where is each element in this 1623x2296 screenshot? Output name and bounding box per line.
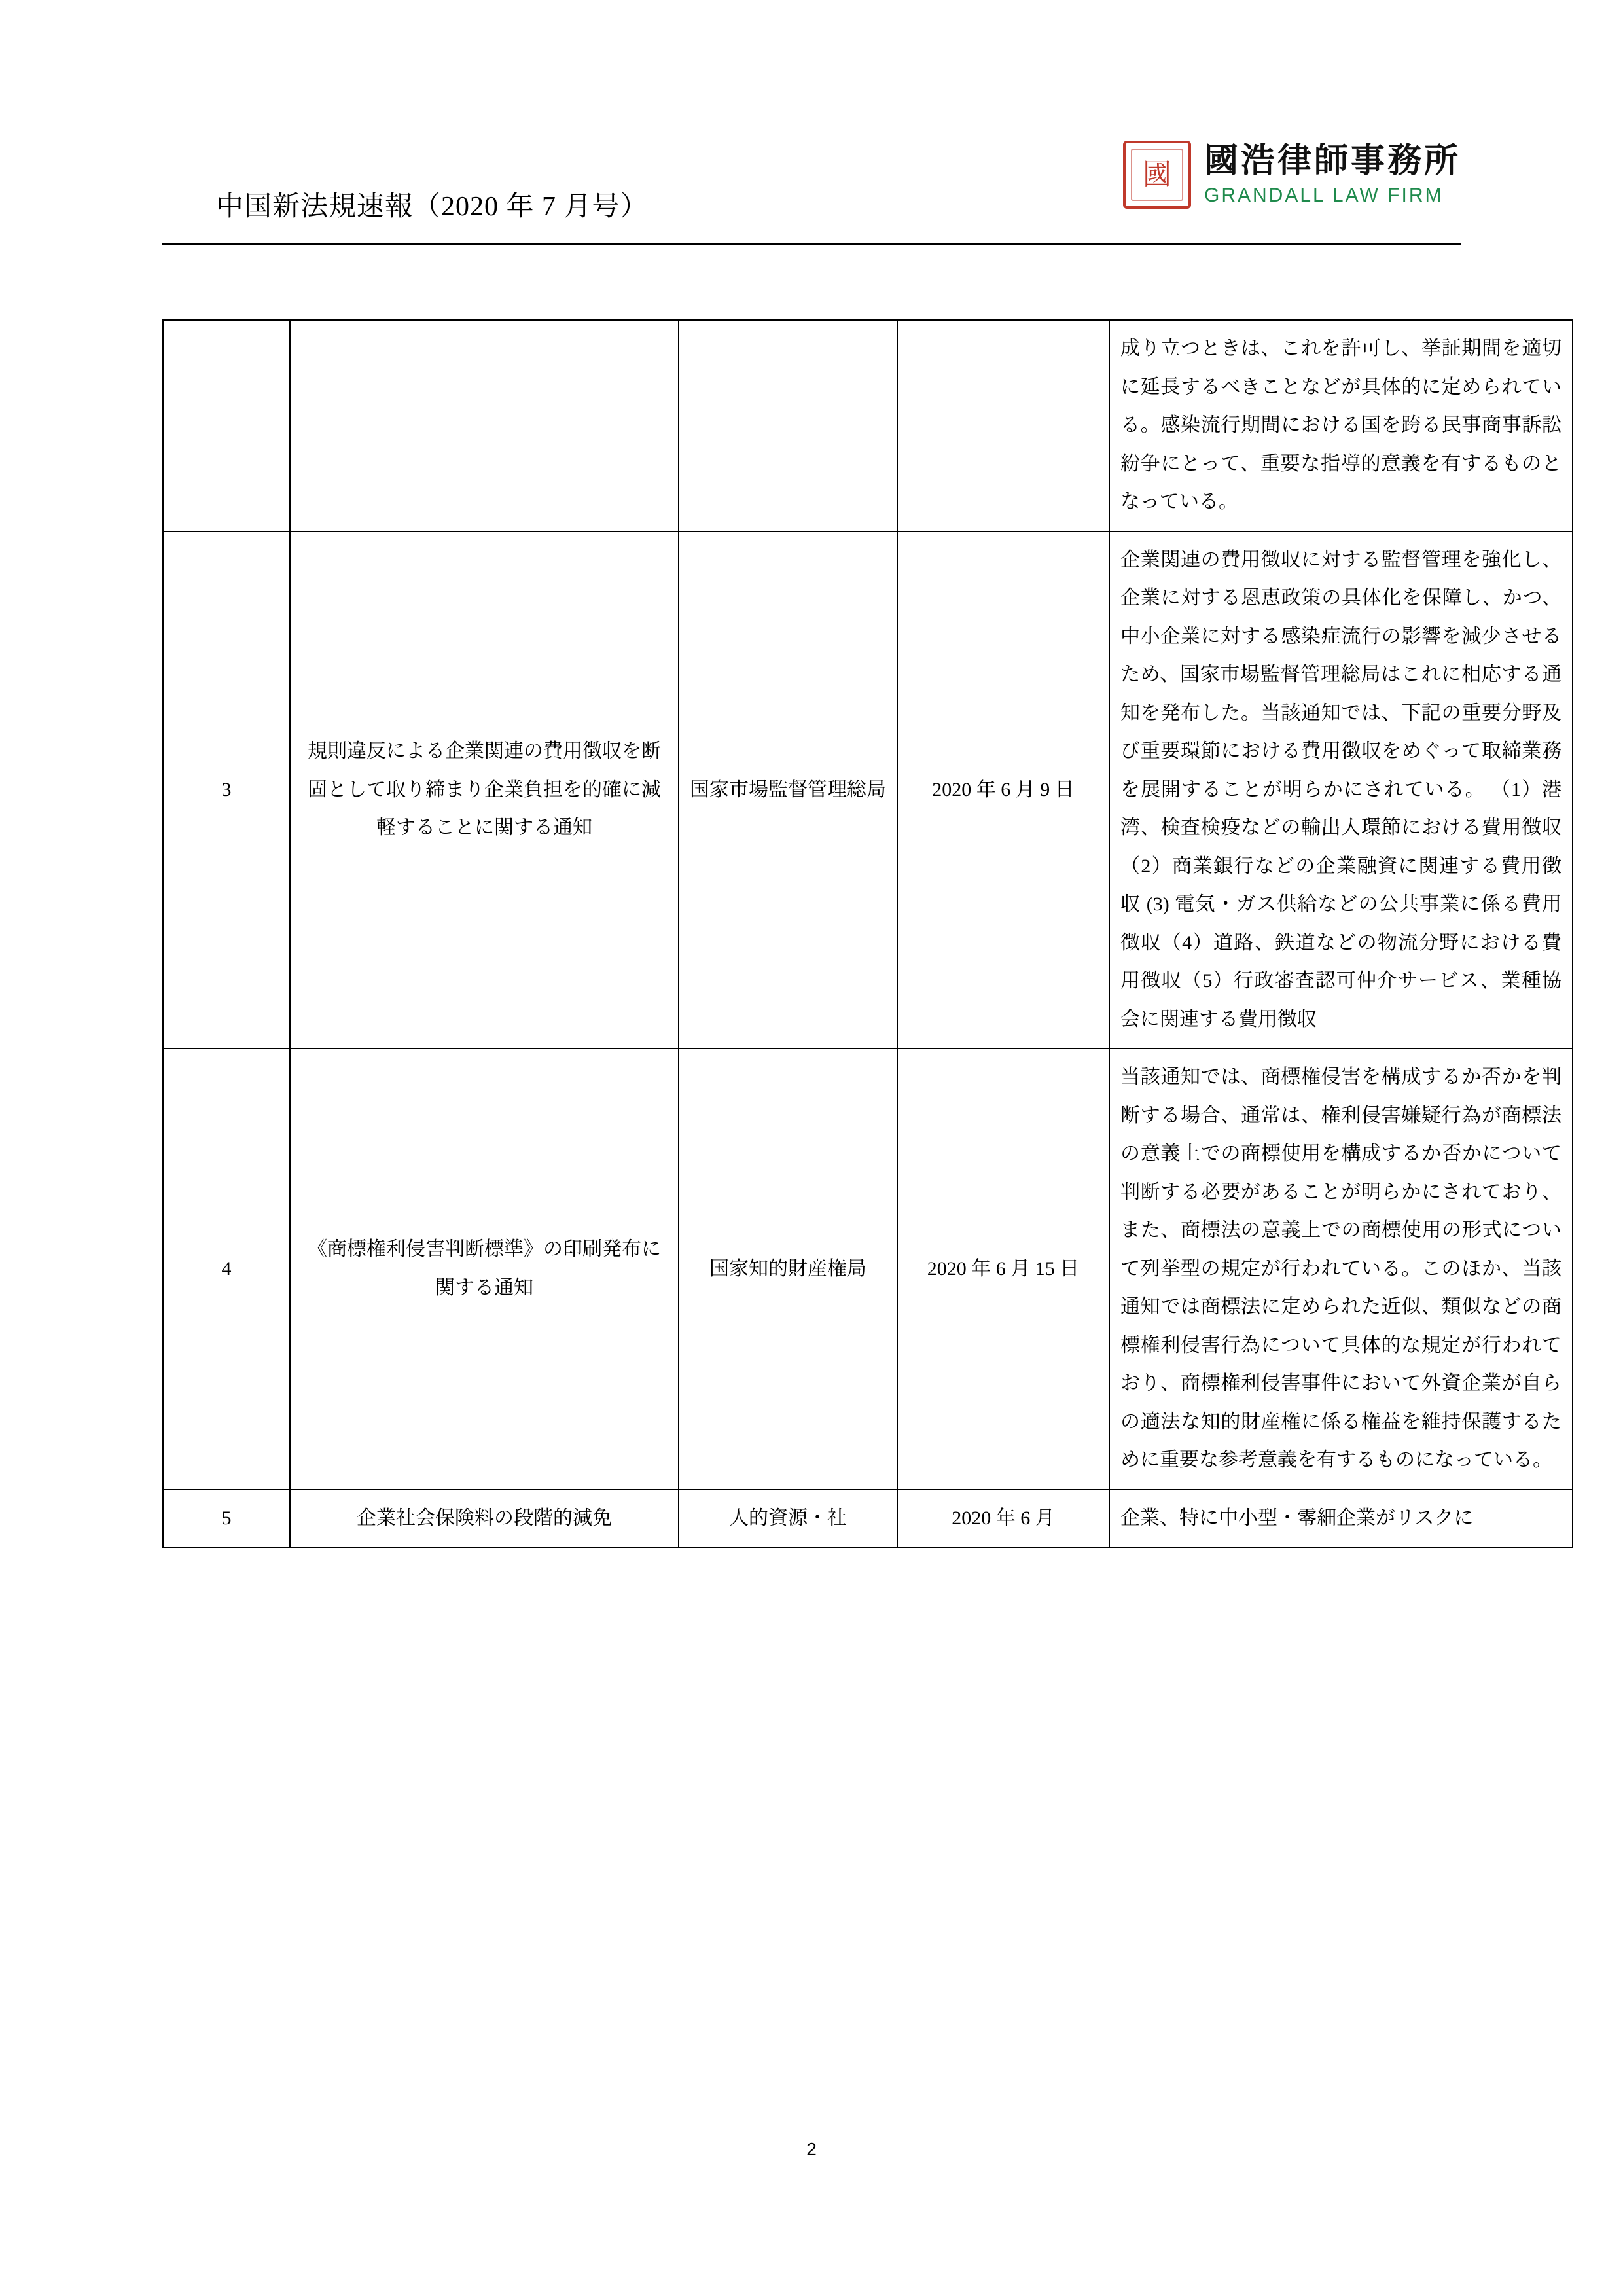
firm-name-chinese: 國浩律師事務所 xyxy=(1204,143,1461,181)
cell-no: 3 xyxy=(163,531,290,1049)
firm-logo xyxy=(1123,141,1461,209)
regulations-table-wrapper xyxy=(162,319,1561,1548)
regulations-table xyxy=(162,319,1573,1548)
page-number: 2 xyxy=(806,2139,817,2159)
table-row xyxy=(163,320,1573,531)
firm-name-english: GRANDALL LAW FIRM xyxy=(1204,184,1444,206)
cell-title: 規則違反による企業関連の費用徴収を断固として取り締まり企業負担を的確に減軽することに関する通知 xyxy=(290,531,679,1049)
cell-date: 2020 年 6 月 15 日 xyxy=(897,1049,1109,1490)
cell-description: 成り立つときは、これを許可し、挙証期間を適切に延長するべきことなどが具体的に定められている。感染流行期間における国を跨る民事商事訴訟紛争にとって、重要な指導的意義を有するものとなっている。 xyxy=(1109,320,1573,531)
cell-date: 2020 年 6 月 xyxy=(897,1490,1109,1548)
cell-organization: 人的資源・社 xyxy=(679,1490,897,1548)
table-row xyxy=(163,1049,1573,1490)
cell-organization xyxy=(679,320,897,531)
cell-description: 当該通知では、商標権侵害を構成するか否かを判断する場合、通常は、権利侵害嫌疑行為が商標法の意義上での商標使用を構成するか否かについて判断する必要があることが明らかにされており、また、商標法の意義上での商標使用の形式について列挙型の規定が行われている。このほか、当該通知では商標法に定められた近似、類似などの商標権利侵害行為について具体的な規定が行われており、商標権利侵害事件において外資企業が自らの適法な知的財産権に係る権益を維持保護するために重要な参考意義を有するものになっている。 xyxy=(1109,1049,1573,1490)
page-header xyxy=(0,0,1623,262)
document-title: 中国新法規速報（2020 年 7 月号） xyxy=(216,192,649,222)
seal-icon: 國 xyxy=(1123,141,1191,209)
firm-logo-text xyxy=(1204,142,1461,207)
cell-organization: 国家市場監督管理総局 xyxy=(679,531,897,1049)
cell-no: 4 xyxy=(163,1049,290,1490)
cell-no xyxy=(163,320,290,531)
cell-title: 《商標権利侵害判断標準》の印刷発布に関する通知 xyxy=(290,1049,679,1490)
table-row xyxy=(163,531,1573,1049)
cell-title: 企業社会保険料の段階的減免 xyxy=(290,1490,679,1548)
cell-date: 2020 年 6 月 9 日 xyxy=(897,531,1109,1049)
cell-title xyxy=(290,320,679,531)
cell-date xyxy=(897,320,1109,531)
header-divider xyxy=(162,243,1461,245)
cell-description: 企業関連の費用徴収に対する監督管理を強化し、企業に対する恩恵政策の具体化を保障し、かつ、中小企業に対する感染症流行の影響を減少させるため、国家市場監督管理総局はこれに相応する通知を発布した。当該通知では、下記の重要分野及び重要環節における費用徴収をめぐって取締業務を展開することが明らかにされている。 （1）港湾、検査検疫などの輸出入環節における費用徴収（2）商業銀行などの企業融資に関連する費用徴収 (3) 電気・ガス供給などの公共事業に係る費用徴収（4）道路、鉄道などの物流分野における費用徴収（5）行政審査認可仲介サービス、業種協会に関連する費用徴収 xyxy=(1109,531,1573,1049)
cell-description: 企業、特に中小型・零細企業がリスクに xyxy=(1109,1490,1573,1548)
cell-organization: 国家知的財産権局 xyxy=(679,1049,897,1490)
table-row xyxy=(163,1490,1573,1548)
cell-no: 5 xyxy=(163,1490,290,1548)
